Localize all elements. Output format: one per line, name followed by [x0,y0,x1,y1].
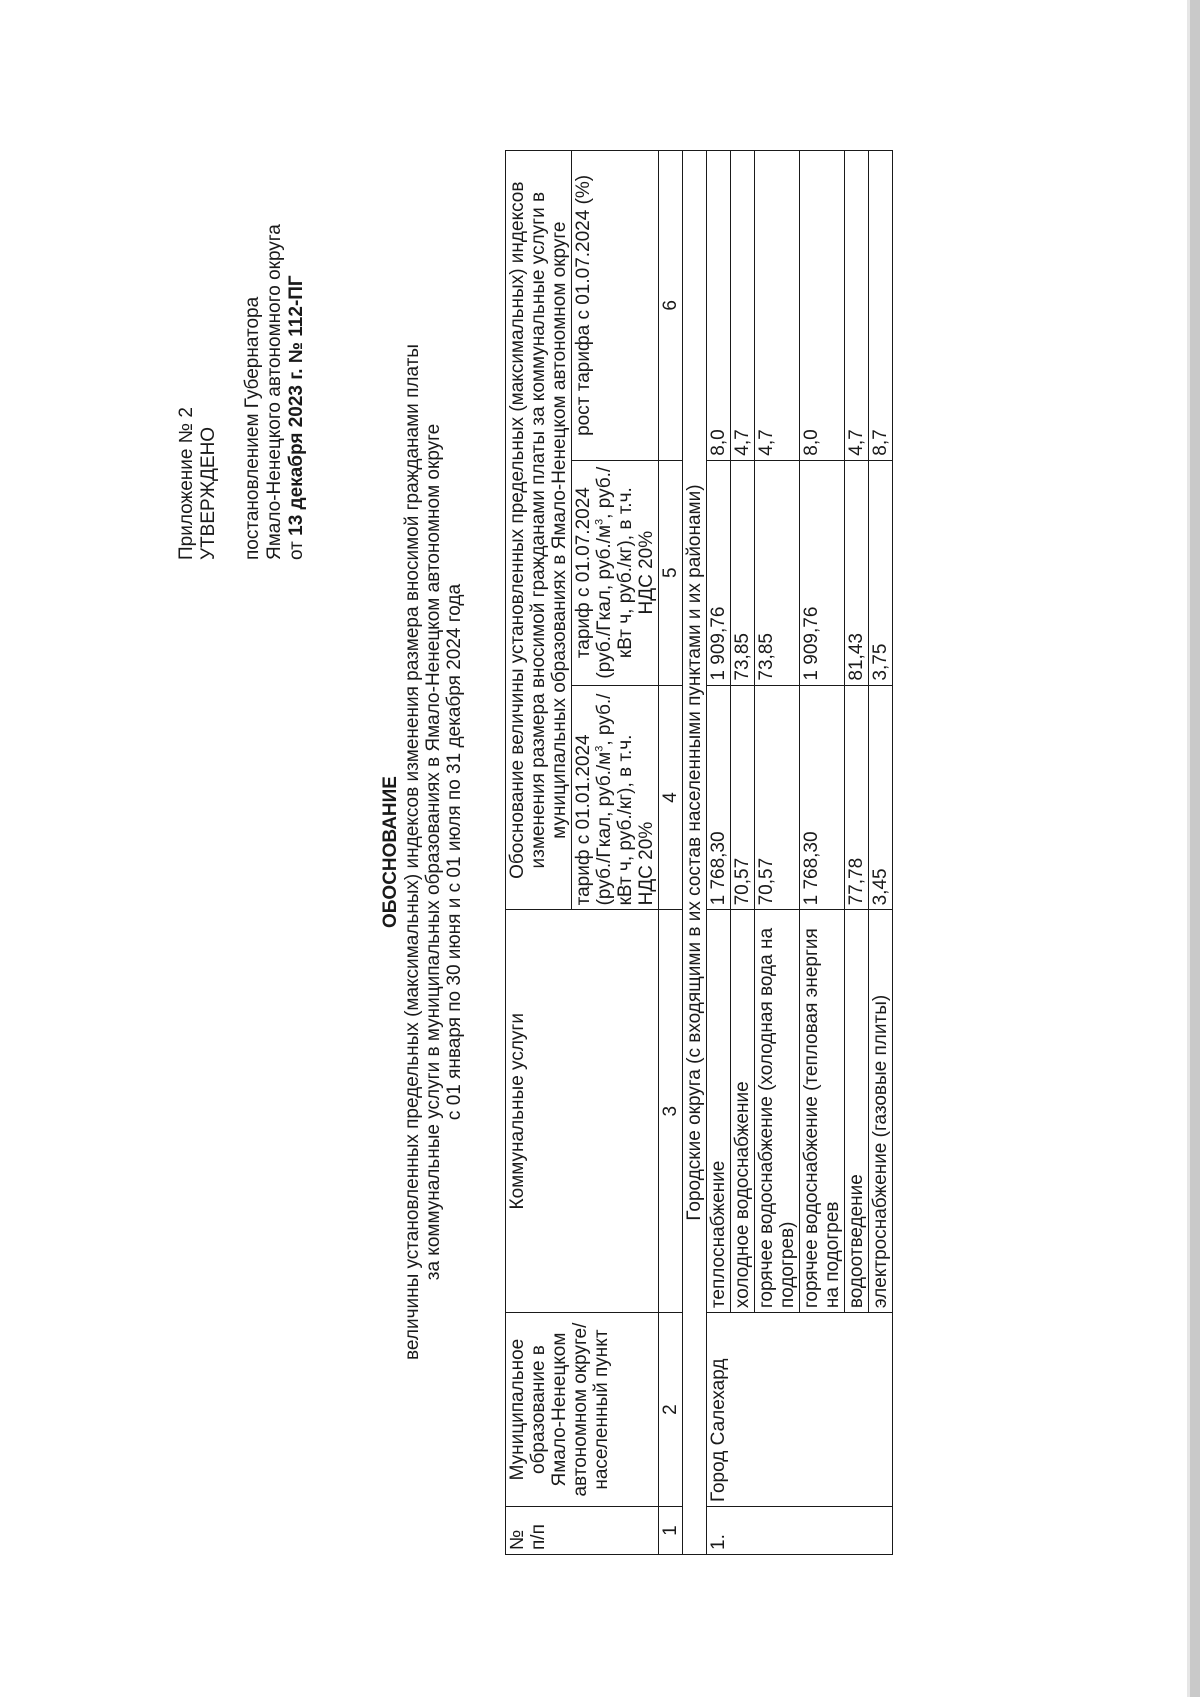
service-name: водоотведение [845,910,869,1313]
tariff-jul-value: 81,43 [845,460,869,685]
tariff-table [505,150,893,1555]
growth-value: 4,7 [731,151,755,461]
column-number: 4 [659,685,683,910]
column-numbers-row [659,151,683,1555]
service-name: теплоснабжение [707,910,731,1313]
column-number: 5 [659,460,683,685]
growth-value: 8,0 [707,151,731,461]
growth-value: 8,0 [800,151,845,461]
header-tariff-jul: тариф с 01.07.2024 (руб./Гкал, $руб./м^3$, руб./кВт ч, руб./кг), в т.ч. НДС 20% [572,460,659,685]
subtitle-line-3: с 01 января по 30 июня и с 01 июля по 31 декабря 2024 года [444,583,465,1121]
section-title: Городские округа (с входящими в их состав населенными пунктами и их районами) [683,151,707,1555]
document-title: ОБОСНОВАНИЕ [380,776,401,928]
table-header-row [506,151,572,1555]
tariff-jan-value: 70,57 [731,685,755,910]
approved-label: УТВЕРЖДЕНО [198,426,219,560]
service-name: холодное водоснабжение [731,910,755,1313]
service-name: горячее водоснабжение (холодная вода на подогрев) [755,910,800,1313]
column-number: 6 [659,151,683,461]
service-name: горячее водоснабжение (тепловая энергия на подогрев [800,910,845,1313]
decree-date: 13 декабря 2023 г. № 112-ПГ [286,275,307,536]
header-municipality: Муниципальное образование в Ямало-Ненецком автономном округе/ населенный пункт [506,1313,659,1507]
table-row [707,151,731,1555]
tariff-jan-value: 77,78 [845,685,869,910]
growth-value: 4,7 [755,151,800,461]
tariff-jul-value: 1 909,76 [800,460,845,685]
tariff-jul-value: 73,85 [731,460,755,685]
column-number: 1 [659,1507,683,1555]
subtitle-line-1: величины установленных предельных (максимальных) индексов изменения размера вносимой гражданами платы [402,344,423,1360]
header-tariff-jan: тариф с 01.01.2024 (руб./Гкал, $руб./м^3$, руб./кВт ч, руб./кг), в т.ч. НДС 20% [572,685,659,910]
header-justification: Обоснование величины установленных предельных (максимальных) индексов изменения размера вносимой гражданами платы за коммунальные услуги в муниципальных образованиях в Ямало-Ненецком автономном округе [506,151,572,910]
growth-value: 4,7 [845,151,869,461]
tariff-jul-value: 1 909,76 [707,460,731,685]
header-growth: рост тарифа с 01.07.2024 (%) [572,151,659,461]
tariff-jan-value: 1 768,30 [800,685,845,910]
header-services: Коммунальные услуги [506,910,659,1313]
title-block [380,167,465,1537]
tariff-jan-value: 1 768,30 [707,685,731,910]
subtitle-line-2: за коммунальные услуги в муниципальных образованиях в Ямало-Ненецком автономном округе [423,423,444,1281]
tariff-jul-value: 3,75 [869,460,893,685]
decree-date-line: от 13 декабря 2023 г. № 112-ПГ [286,275,307,560]
tariff-jan-value: 70,57 [755,685,800,910]
municipality-name: Город Салехард [707,1313,893,1507]
column-number: 3 [659,910,683,1313]
column-number: 2 [659,1313,683,1507]
row-number: 1. [707,1507,893,1555]
authority-line: Ямало-Ненецкого автономного округа [264,224,285,560]
section-row [683,151,707,1555]
tariff-jul-value: 73,85 [755,460,800,685]
appendix-number: Приложение № 2 [176,407,197,560]
header-number: № п/п [506,1507,659,1555]
service-name: электроснабжение (газовые плиты) [869,910,893,1313]
decree-line: постановлением Губернатора [242,296,263,560]
approval-block [176,224,308,560]
tariff-jan-value: 3,45 [869,685,893,910]
growth-value: 8,7 [869,151,893,461]
